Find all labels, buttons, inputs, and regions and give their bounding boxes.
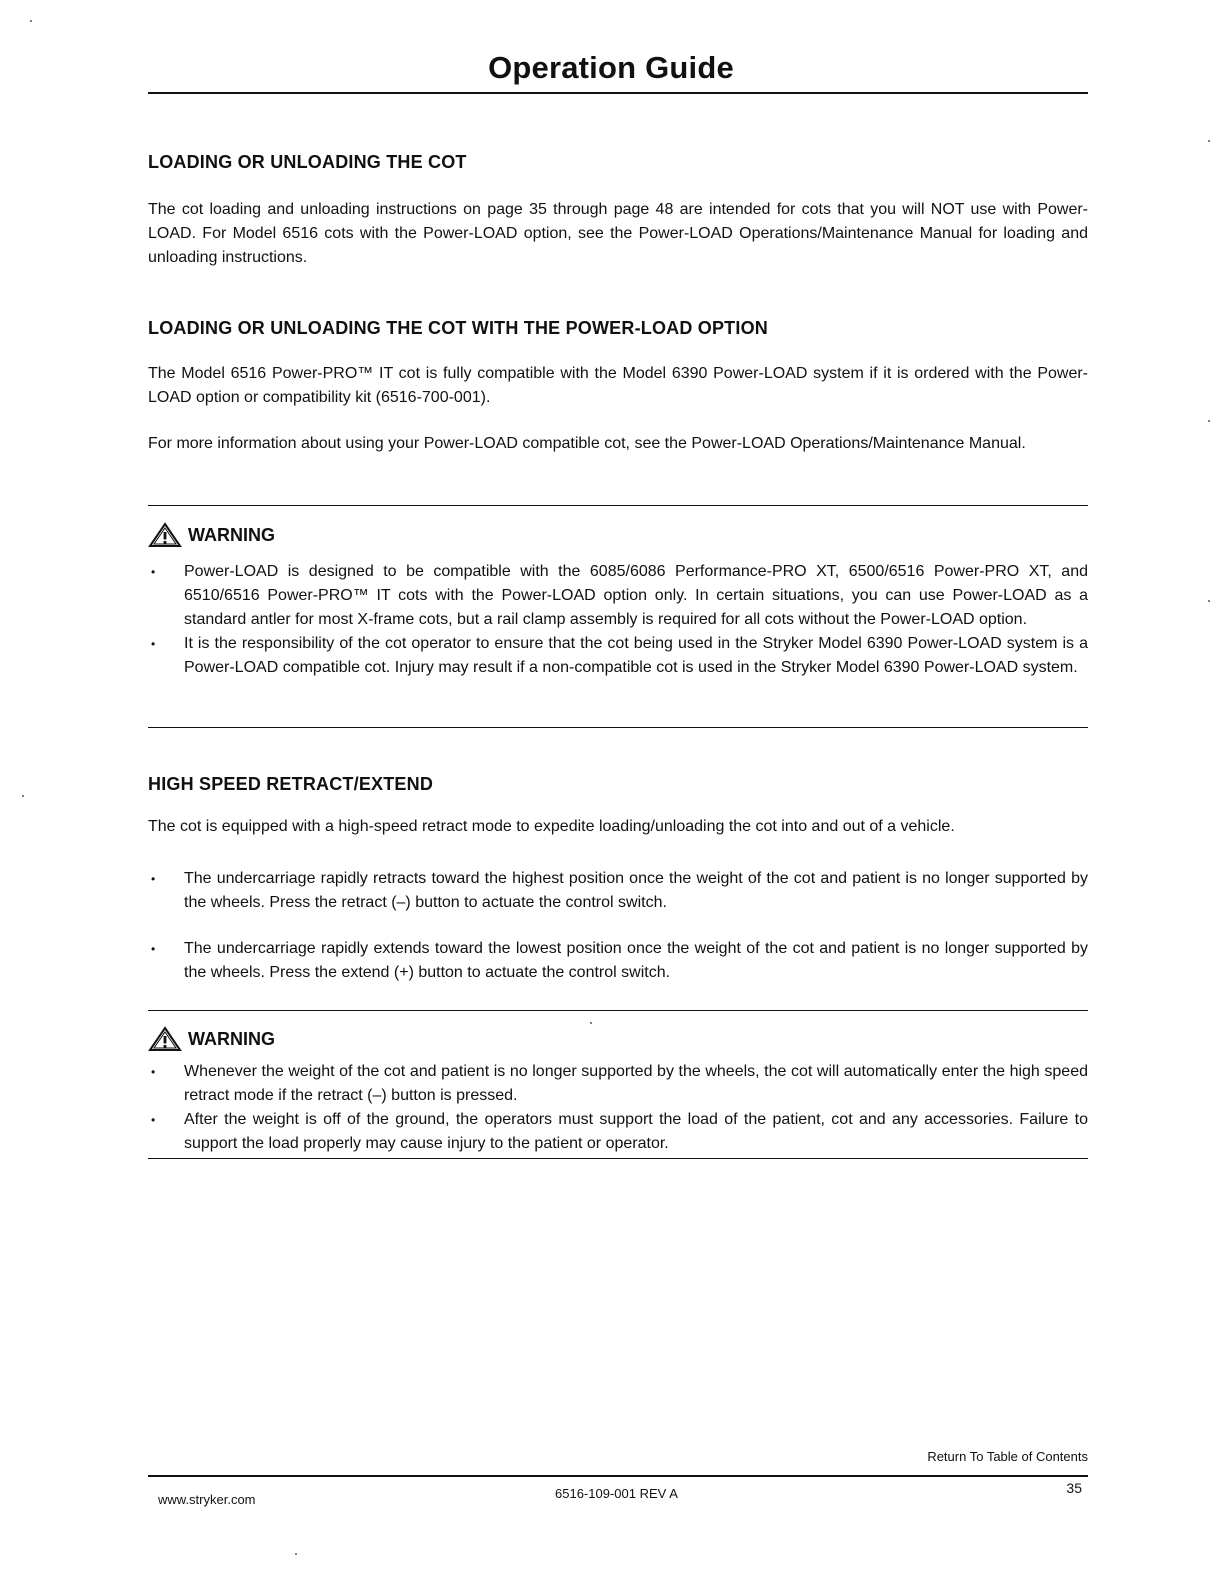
warning-1-label: WARNING	[188, 524, 275, 545]
scan-speck	[590, 1022, 592, 1024]
scan-speck	[1208, 420, 1210, 422]
warning-2-title	[148, 1026, 275, 1052]
list-item: • The undercarriage rapidly extends toward the lowest position once the weight of the cot and patient is no longer supported by the wheels. Press the extend (+) button to actuate the control switch.	[148, 937, 1088, 985]
warning-2-label: WARNING	[188, 1028, 275, 1049]
return-to-toc-link[interactable]: Return To Table of Contents	[927, 1449, 1088, 1464]
list-item: • Whenever the weight of the cot and patient is no longer supported by the wheels, the cot will automatically enter the high speed retract mode if the retract (–) button is pressed.	[148, 1060, 1088, 1108]
scan-speck	[30, 20, 32, 22]
powerload-body-1: The Model 6516 Power-PRO™ IT cot is fully compatible with the Model 6390 Power-LOAD system if it is ordered with the Power-LOAD option or compatibility kit (6516-700-001).	[148, 365, 1088, 406]
page-title: Operation Guide	[488, 50, 734, 85]
warning-triangle-icon	[148, 1026, 182, 1052]
footer-doc-number: 6516-109-001 REV A	[555, 1486, 678, 1501]
powerload-body-2: For more information about using your Power-LOAD compatible cot, see the Power-LOAD Operations/Maintenance Manual.	[148, 435, 1026, 452]
list-item: • After the weight is off of the ground, the operators must support the load of the patient, cot and any accessories. Failure to support the load properly may cause injury to the patient or operator.	[148, 1108, 1088, 1156]
loading-body: The cot loading and unloading instructions on page 35 through page 48 are intended for cots that you will NOT use with Power-LOAD. For Model 6516 cots with the Power-LOAD option, see the Power-LOAD Operations/Maintenance Manual for loading and unloading instructions.	[148, 201, 1088, 266]
list-item: • Power-LOAD is designed to be compatible with the 6085/6086 Performance-PRO XT, 6500/6516 Power-PRO XT, and 6510/6516 Power-PRO™ IT cots with the Power-LOAD option only. In certain situations, you can use Power-LOAD as a standard antler for most X-frame cots, but a rail clamp assembly is required for all cots without the Power-LOAD option.	[148, 560, 1088, 632]
highspeed-heading: HIGH SPEED RETRACT/EXTEND	[148, 774, 434, 794]
warning-1-bottom-rule	[148, 727, 1088, 728]
warning-1-top-rule	[148, 505, 1088, 506]
title-rule	[148, 92, 1088, 94]
warning-triangle-icon	[148, 522, 182, 548]
loading-heading: LOADING OR UNLOADING THE COT	[148, 152, 467, 172]
scan-speck	[1208, 140, 1210, 142]
list-item: • The undercarriage rapidly retracts toward the highest position once the weight of the cot and patient is no longer supported by the wheels. Press the retract (–) button to actuate the control switch.	[148, 867, 1088, 915]
scan-speck	[295, 1553, 297, 1555]
scan-speck	[1208, 600, 1210, 602]
warning-2-bottom-rule	[148, 1158, 1088, 1159]
highspeed-list-1	[148, 867, 1088, 915]
list-item: • It is the responsibility of the cot operator to ensure that the cot being used in the Stryker Model 6390 Power-LOAD system is a Power-LOAD compatible cot. Injury may result if a non-compatible cot is used in the Stryker Model 6390 Power-LOAD system.	[148, 632, 1088, 680]
page-number: 35	[1066, 1480, 1082, 1496]
warning-2-top-rule	[148, 1010, 1088, 1011]
warning-2-list	[148, 1060, 1088, 1156]
highspeed-body: The cot is equipped with a high-speed retract mode to expedite loading/unloading the cot into and out of a vehicle.	[148, 818, 955, 835]
warning-1-title	[148, 522, 275, 548]
footer-website: www.stryker.com	[158, 1492, 256, 1507]
footer-rule	[148, 1475, 1088, 1477]
powerload-heading: LOADING OR UNLOADING THE COT WITH THE POWER-LOAD OPTION	[148, 318, 768, 338]
highspeed-list-2	[148, 937, 1088, 985]
scan-speck	[22, 795, 24, 797]
warning-1-list	[148, 560, 1088, 680]
